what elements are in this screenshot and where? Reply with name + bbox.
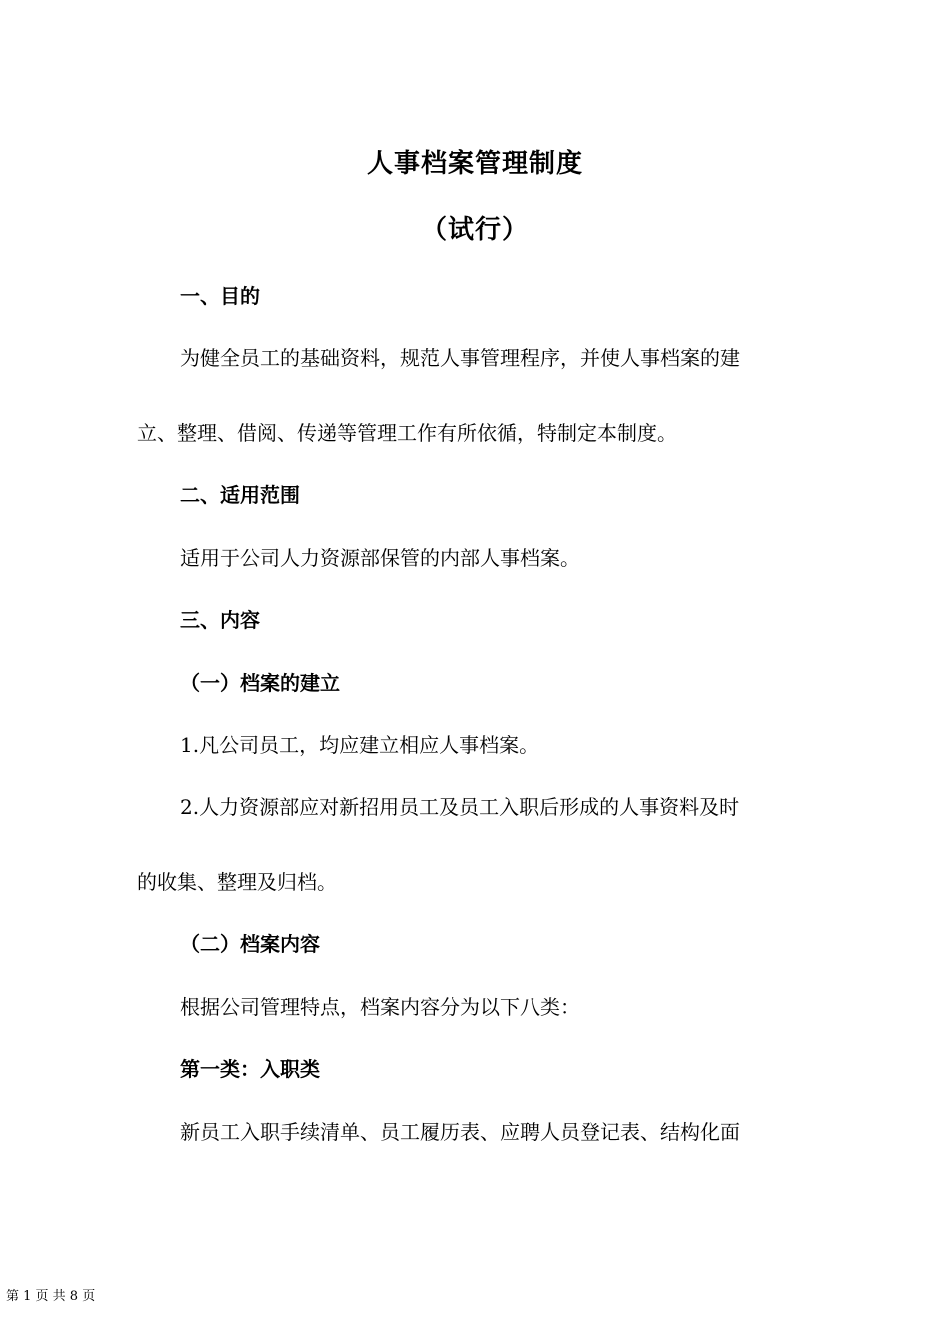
subsection-heading-establishment: （一）档案的建立 [180,671,340,695]
paragraph-onboarding: 新员工入职手续清单、员工履历表、应聘人员登记表、结构化面 [180,1120,740,1144]
list-item-1: 1.凡公司员工，均应建立相应人事档案。 [180,733,540,757]
list-item-2-line-1: 2.人力资源部应对新招用员工及员工入职后形成的人事资料及时 [180,795,740,819]
paragraph-purpose-line-2: 立、整理、借阅、传递等管理工作有所依循，特制定本制度。 [137,421,677,445]
section-heading-content: 三、内容 [180,608,260,632]
paragraph-scope: 适用于公司人力资源部保管的内部人事档案。 [180,546,580,570]
subsection-heading-file-content: （二）档案内容 [180,932,320,956]
paragraph-purpose-line-1: 为健全员工的基础资料，规范人事管理程序，并使人事档案的建 [180,346,740,370]
category-heading-onboarding: 第一类：入职类 [180,1057,320,1081]
list-item-2-line-2: 的收集、整理及归档。 [137,870,337,894]
section-heading-scope: 二、适用范围 [180,483,300,507]
document-subtitle: （试行） [420,215,529,245]
section-heading-purpose: 一、目的 [180,284,260,308]
paragraph-file-content: 根据公司管理特点，档案内容分为以下八类： [180,995,580,1019]
document-title: 人事档案管理制度 [366,149,583,179]
page-number-footer: 第 1 页 共 8 页 [6,1289,96,1304]
